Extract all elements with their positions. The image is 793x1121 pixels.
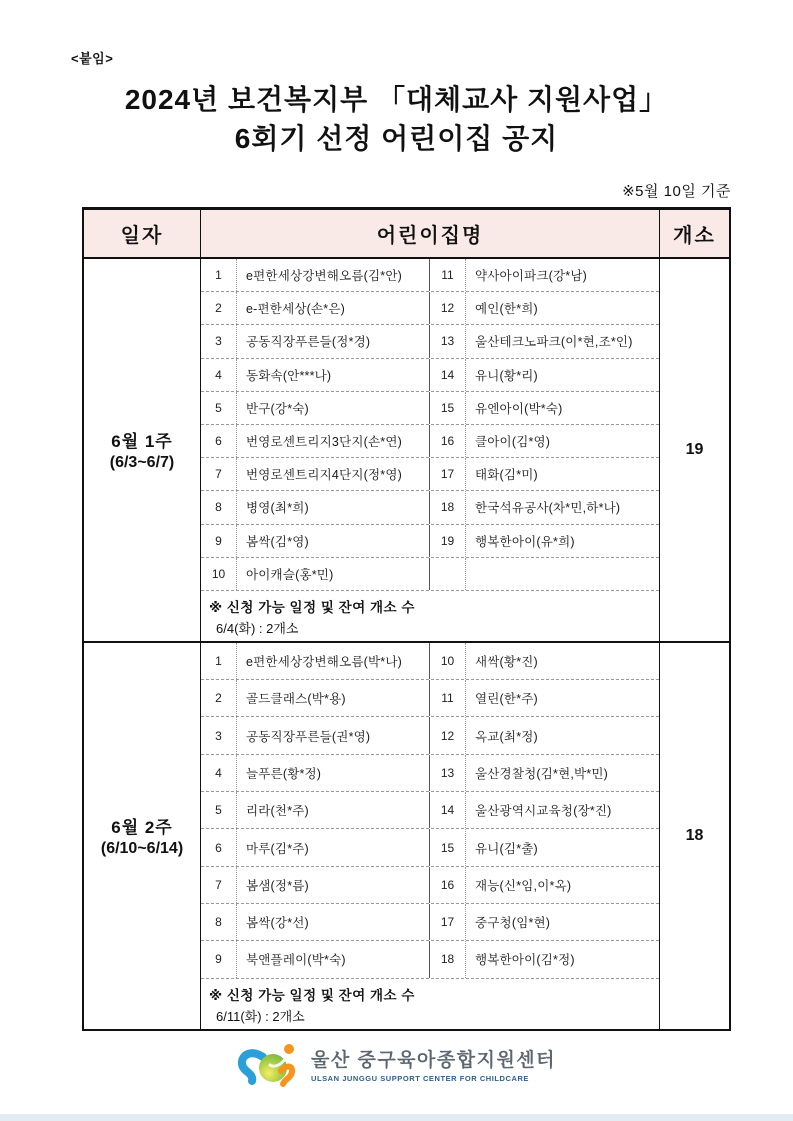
week-date-range: (6/3~6/7)	[109, 454, 175, 472]
center-name-right: 유니(황*리)	[475, 368, 538, 383]
row-number-right: 11	[430, 259, 466, 291]
table-row	[201, 392, 659, 425]
row-number-left: 4	[201, 359, 237, 391]
row-number-right: 15	[430, 829, 466, 865]
center-list-cell	[201, 643, 660, 1029]
row-number-left: 2	[201, 292, 237, 324]
center-name-left: 봄샘(정*름)	[237, 867, 430, 903]
table-row	[201, 680, 659, 717]
center-name-left: 봄싹(강*선)	[237, 904, 430, 940]
row-number-left: 8	[201, 491, 237, 523]
header-date: 일자	[84, 210, 201, 257]
table-row	[201, 525, 659, 558]
table-row	[201, 558, 659, 591]
center-name-right: 재능(신*임,이*옥)	[475, 878, 572, 893]
row-number-right	[430, 558, 466, 590]
week-count-cell	[660, 259, 729, 641]
center-name-left: 리라(천*주)	[237, 792, 430, 828]
bottom-scan-strip	[0, 1114, 793, 1121]
availability-note	[201, 591, 659, 641]
week-date-cell	[84, 643, 201, 1029]
note-detail: 6/4(화) : 2개소	[216, 620, 299, 636]
table-row	[201, 792, 659, 829]
center-name-right: 행복한아이(유*희)	[475, 534, 575, 549]
week-label: 6월 2주	[111, 818, 173, 838]
center-name-left: 번영로센트리지4단지(정*영)	[237, 458, 430, 490]
header-count: 개소	[673, 225, 716, 247]
title-line-1: 2024년 보건복지부 「대체교사 지원사업」	[124, 84, 669, 115]
row-number-left: 5	[201, 792, 237, 828]
center-list-cell	[201, 259, 660, 641]
center-name-right: 열린(한*주)	[475, 692, 538, 707]
row-number-left: 1	[201, 259, 237, 291]
center-name-right: 예인(한*희)	[475, 302, 538, 317]
row-number-left: 1	[201, 643, 237, 679]
center-name-right: 유니(김*출)	[475, 841, 538, 856]
table-row	[201, 359, 659, 392]
row-number-right: 12	[430, 717, 466, 753]
row-number-right: 19	[430, 525, 466, 557]
header-center-name: 어린이집명	[201, 210, 660, 257]
row-number-right: 12	[430, 292, 466, 324]
row-number-left: 3	[201, 717, 237, 753]
availability-note	[201, 979, 659, 1029]
row-number-right: 14	[430, 359, 466, 391]
row-number-right: 13	[430, 755, 466, 791]
center-name-right	[466, 558, 659, 590]
notice-table	[82, 207, 731, 1031]
row-number-left: 7	[201, 867, 237, 903]
center-name-right: 울산경찰청(김*현,박*민)	[475, 766, 609, 781]
row-number-right: 18	[430, 941, 466, 977]
count-value: 18	[685, 826, 704, 844]
table-row	[201, 829, 659, 866]
row-number-left: 2	[201, 680, 237, 716]
week-block	[84, 259, 729, 641]
center-name-right: 태화(김*미)	[475, 468, 538, 483]
row-number-left: 9	[201, 525, 237, 557]
table-row	[201, 755, 659, 792]
row-number-right: 18	[430, 491, 466, 523]
center-name-right: 새싹(황*진)	[475, 655, 538, 670]
center-name-left: 봄싹(김*영)	[237, 525, 430, 557]
row-number-left: 9	[201, 941, 237, 977]
row-number-left: 8	[201, 904, 237, 940]
table-header-row	[84, 210, 729, 259]
center-logo-text	[311, 1045, 556, 1083]
row-number-right: 16	[430, 425, 466, 457]
title-line-2: 6회기 선정 어린이집 공지	[234, 123, 559, 155]
center-name-right: 울산테크노파크(이*현,조*인)	[475, 335, 633, 350]
note-title: ※ 신청 가능 일정 및 잔여 개소 수	[209, 599, 415, 615]
row-number-left: 3	[201, 325, 237, 357]
center-name-left: e편한세상강변해오름(김*안)	[237, 259, 430, 291]
footer-logo	[0, 1038, 793, 1090]
week-date-range: (6/10~6/14)	[100, 840, 184, 858]
center-name-right: 중구청(임*현)	[475, 916, 551, 931]
org-name-english: ULSAN JUNGGU SUPPORT CENTER FOR CHILDCARE	[310, 1074, 529, 1083]
center-name-left: 골드클래스(박*용)	[237, 680, 430, 716]
attachment-label: <붙임>	[71, 51, 114, 66]
row-number-left: 6	[201, 829, 237, 865]
count-value: 19	[685, 440, 704, 458]
row-number-left: 7	[201, 458, 237, 490]
center-name-left: 아이캐슬(홍*민)	[237, 558, 430, 590]
table-row	[201, 867, 659, 904]
center-name-left: 번영로센트리지3단지(손*연)	[237, 425, 430, 457]
center-name-right: 행복한아이(김*정)	[475, 953, 575, 968]
center-name-left: 반구(강*숙)	[237, 392, 430, 424]
row-number-right: 13	[430, 325, 466, 357]
table-row	[201, 643, 659, 680]
center-name-left: 북앤플레이(박*숙)	[237, 941, 430, 977]
row-number-right: 15	[430, 392, 466, 424]
table-row	[201, 904, 659, 941]
table-row	[201, 259, 659, 292]
table-row	[201, 458, 659, 491]
center-name-right: 울산광역시교육청(장*진)	[475, 804, 612, 819]
center-name-right: 약사아이파크(강*남)	[475, 269, 587, 284]
center-name-left: 늘푸른(황*정)	[237, 755, 430, 791]
center-rows	[201, 259, 659, 591]
week-label: 6월 1주	[111, 432, 173, 452]
table-row	[201, 292, 659, 325]
row-number-right: 10	[430, 643, 466, 679]
row-number-right: 11	[430, 680, 466, 716]
center-name-right: 클아이(김*영)	[475, 435, 551, 450]
center-name-left: 동화속(안***나)	[237, 359, 430, 391]
row-number-left: 10	[201, 558, 237, 590]
row-number-right: 16	[430, 867, 466, 903]
page-title	[0, 80, 793, 158]
center-name-left: e편한세상강변해오름(박*나)	[237, 643, 430, 679]
center-name-left: 공동직장푸른들(권*영)	[237, 717, 430, 753]
table-row	[201, 717, 659, 754]
center-name-left: 마루(김*주)	[237, 829, 430, 865]
note-detail: 6/11(화) : 2개소	[216, 1008, 305, 1024]
center-rows	[201, 643, 659, 979]
center-name-right: 옥교(최*정)	[475, 729, 538, 744]
center-name-right: 유엔아이(박*숙)	[475, 401, 563, 416]
center-name-left: 병영(최*희)	[237, 491, 430, 523]
row-number-left: 6	[201, 425, 237, 457]
week-block	[84, 641, 729, 1029]
center-name-left: e-편한세상(손*은)	[237, 292, 430, 324]
row-number-right: 14	[430, 792, 466, 828]
row-number-left: 4	[201, 755, 237, 791]
table-row	[201, 425, 659, 458]
center-name-left: 공동직장푸른들(정*경)	[237, 325, 430, 357]
center-logo-icon	[237, 1038, 301, 1090]
table-row	[201, 491, 659, 524]
note-title: ※ 신청 가능 일정 및 잔여 개소 수	[209, 987, 415, 1003]
center-name-right: 한국석유공사(차*민,하*나)	[475, 501, 621, 516]
week-count-cell	[660, 643, 729, 1029]
row-number-left: 5	[201, 392, 237, 424]
row-number-right: 17	[430, 904, 466, 940]
org-name-korean: 울산 중구육아종합지원센터	[310, 1050, 557, 1071]
date-basis-note: ※5월 10일 기준	[622, 183, 731, 200]
week-date-cell	[84, 259, 201, 641]
table-row	[201, 941, 659, 978]
table-row	[201, 325, 659, 358]
row-number-right: 17	[430, 458, 466, 490]
table-body	[84, 259, 729, 1029]
